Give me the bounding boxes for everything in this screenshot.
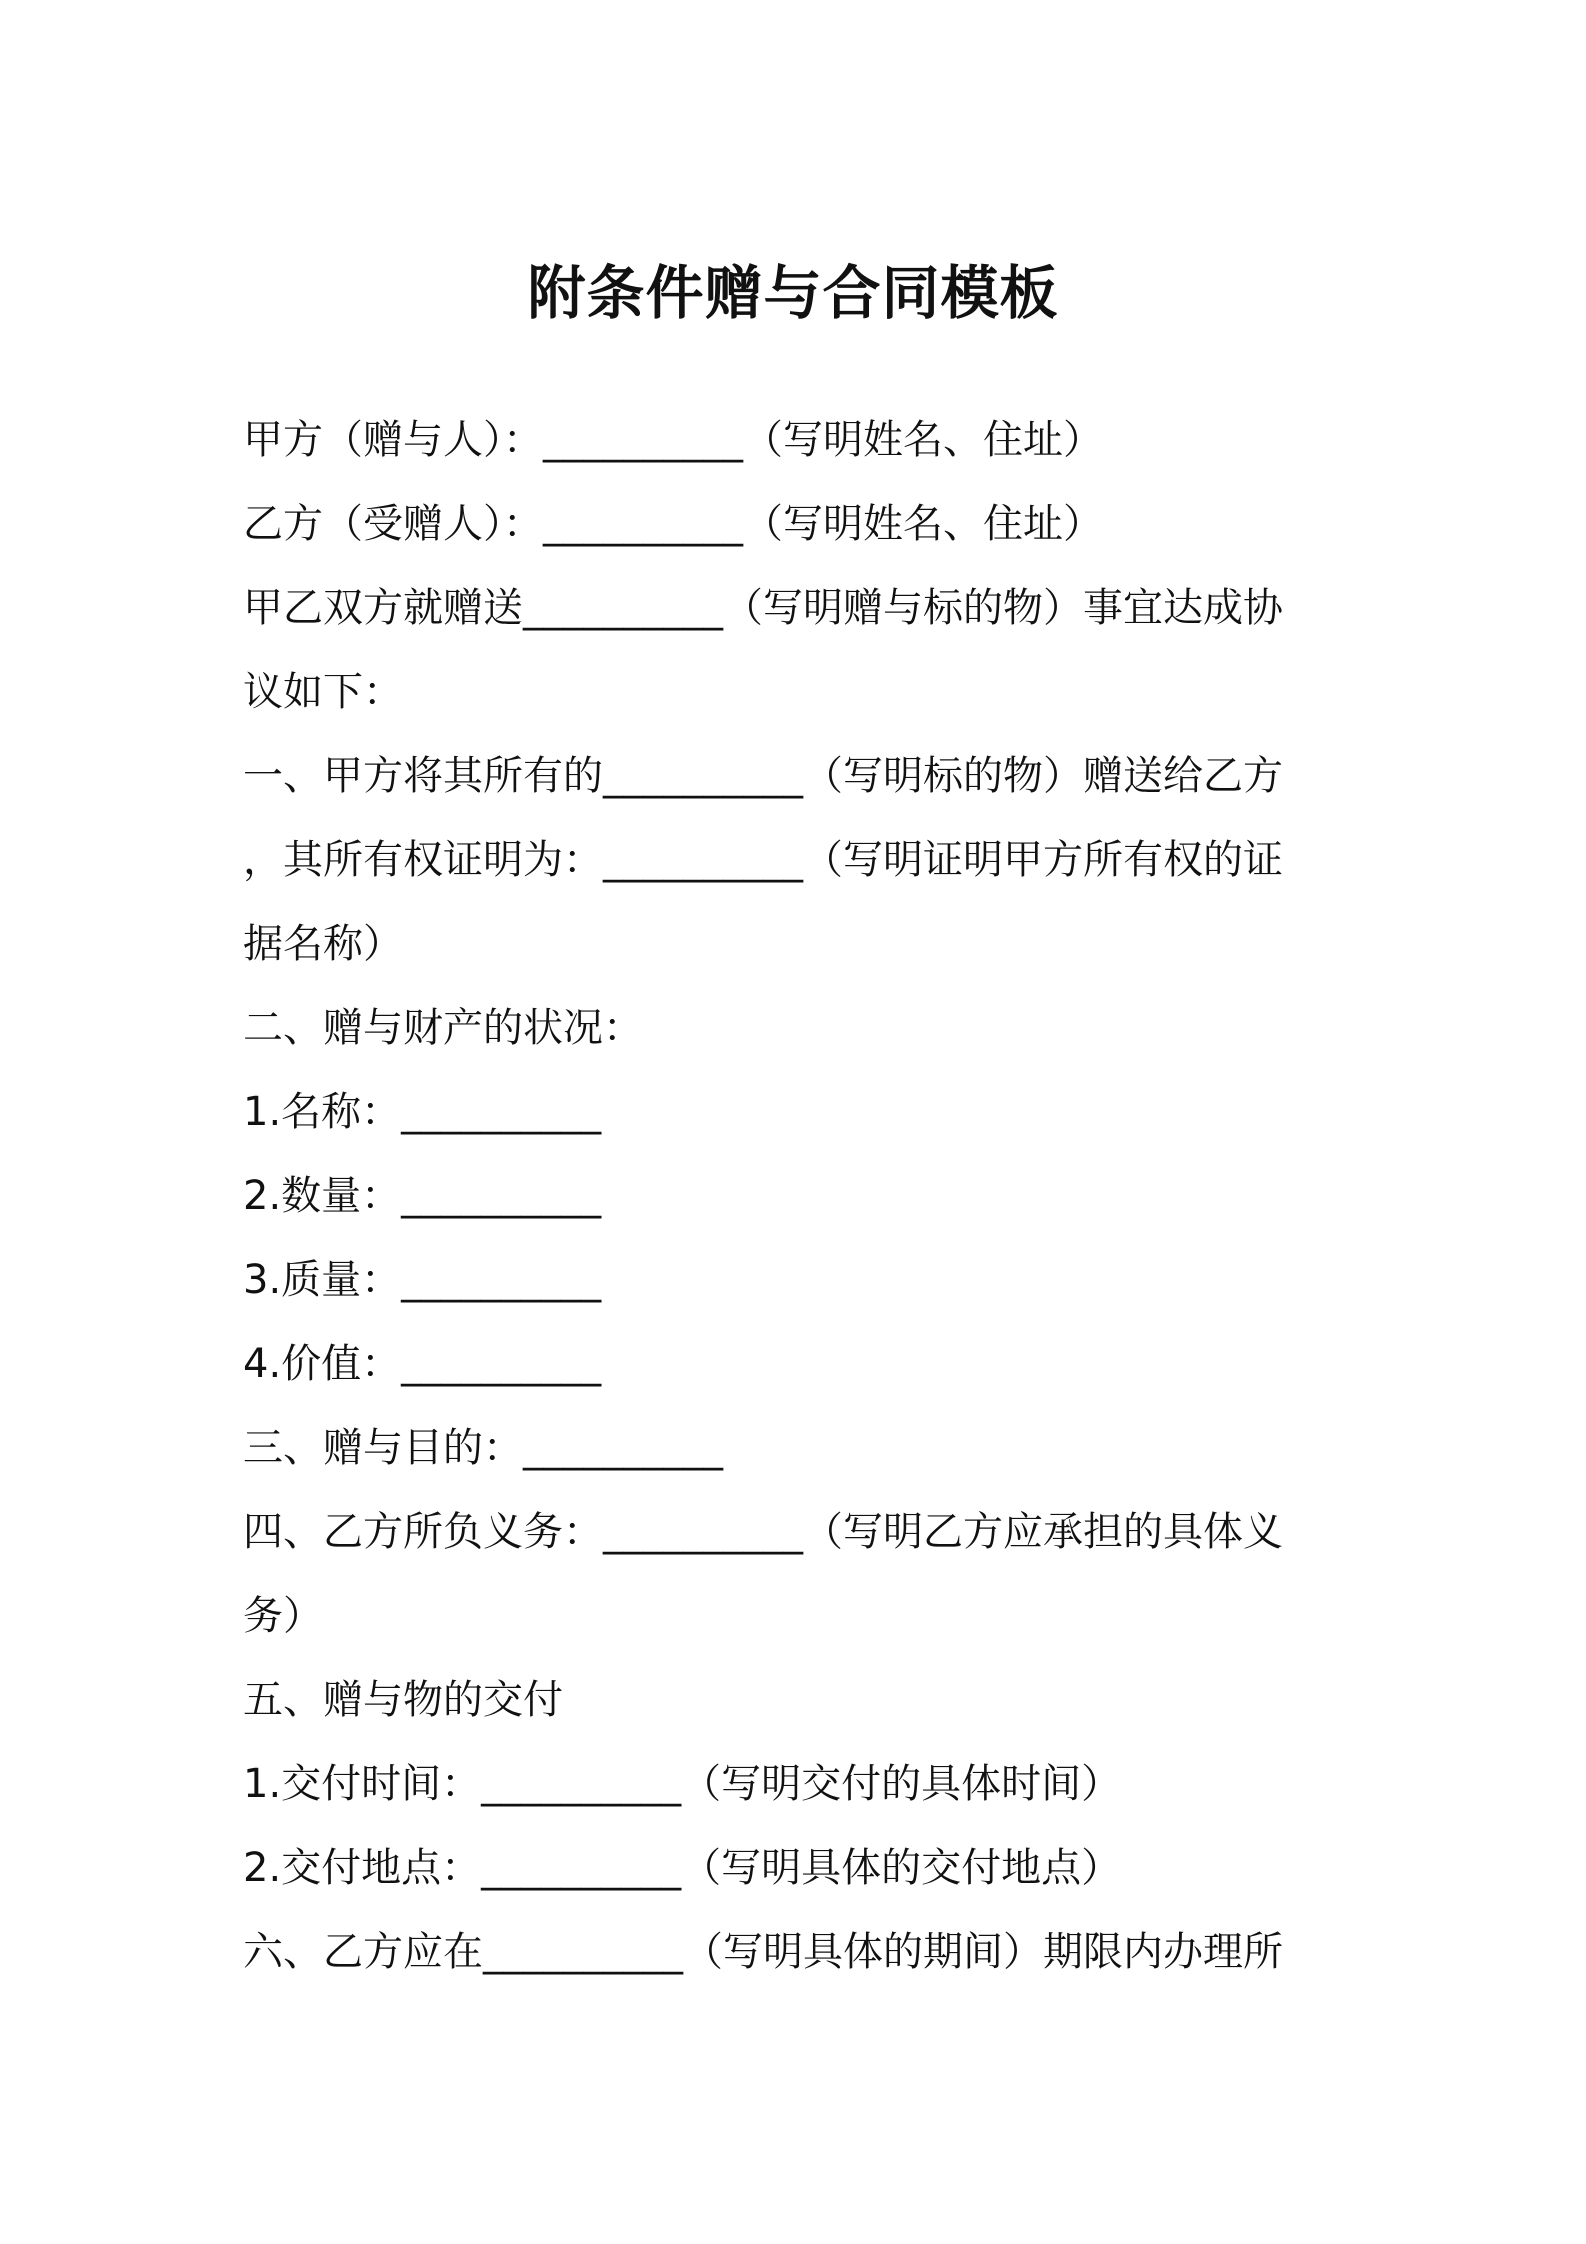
clause-1-line: 一、甲方将其所有的__________（写明标的物）赠送给乙方 <box>243 753 1283 799</box>
party-a-line: 甲方（赠与人）：__________（写明姓名、住址） <box>243 417 1103 463</box>
clause-3-line: 三、赠与目的：__________ <box>243 1425 723 1471</box>
delivery-time-line: 1.交付时间：__________（写明交付的具体时间） <box>243 1761 1122 1807</box>
property-value-line: 4.价值：__________ <box>243 1341 602 1387</box>
document-body <box>243 398 1353 1994</box>
clause-1-end: 据名称） <box>243 921 403 967</box>
agreement-intro-line: 甲乙双方就赠送__________（写明赠与标的物）事宜达成协 <box>243 585 1283 631</box>
delivery-place-line: 2.交付地点：__________（写明具体的交付地点） <box>243 1845 1122 1891</box>
clause-5-heading: 五、赠与物的交付 <box>243 1677 563 1723</box>
party-b-line: 乙方（受赠人）：__________（写明姓名、住址） <box>243 501 1103 547</box>
clause-1-continued: ，其所有权证明为：__________（写明证明甲方所有权的证 <box>243 837 1283 883</box>
property-name-line: 1.名称：__________ <box>243 1089 602 1135</box>
clause-6-line: 六、乙方应在__________（写明具体的期间）期限内办理所 <box>243 1929 1283 1975</box>
clause-4-line: 四、乙方所负义务：__________（写明乙方应承担的具体义 <box>243 1509 1283 1555</box>
agreement-intro-continued: 议如下： <box>243 669 403 715</box>
clause-2-heading: 二、赠与财产的状况： <box>243 1005 643 1051</box>
document-title: 附条件赠与合同模板 <box>527 259 1059 327</box>
property-quantity-line: 2.数量：__________ <box>243 1173 602 1219</box>
property-quality-line: 3.质量：__________ <box>243 1257 602 1303</box>
clause-4-end: 务） <box>243 1593 323 1639</box>
